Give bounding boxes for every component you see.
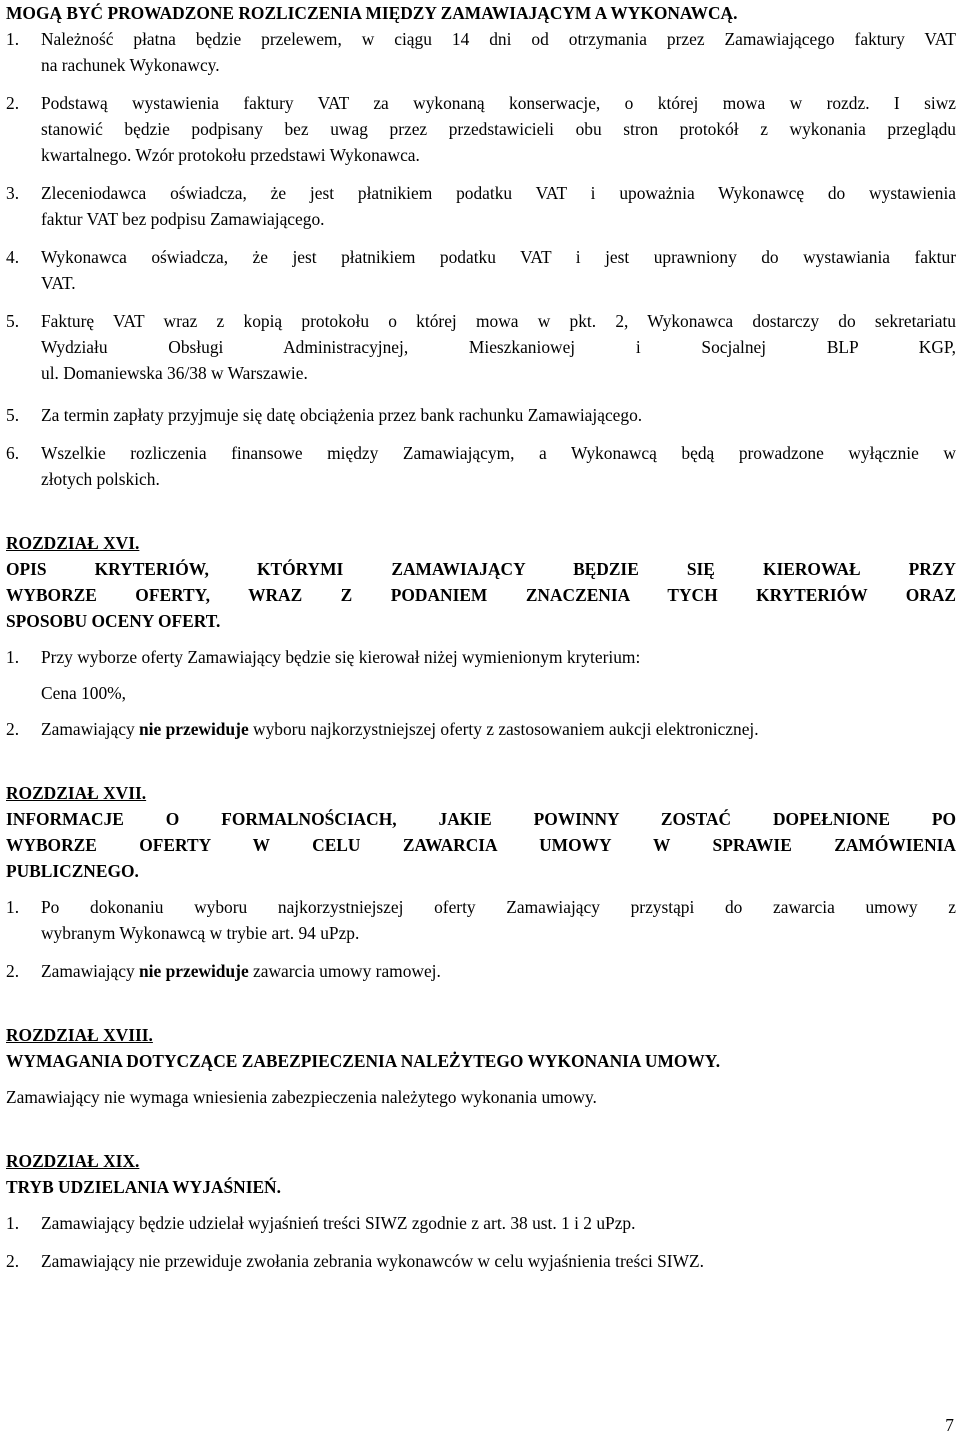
settlements-list xyxy=(6,26,956,492)
section-xix xyxy=(6,1148,956,1274)
list-item: 2. Podstawą wystawienia faktury VAT za wykonaną konserwacje, o której mowa w rozdz. I siwz stanowić będzie podpisany bez uwag przez przedstawicieli obu stron protokół z wykonania przeglądu kwartalnego. Wzór protokołu przedstawi Wykonawca. xyxy=(6,93,956,165)
list-item: 6. Wszelkie rozliczenia finansowe między Zamawiającym, a Wykonawcą będą prowadzone wyłącznie w złotych polskich. xyxy=(6,443,956,489)
list-item: 5. Za termin zapłaty przyjmuje się datę obciążenia przez bank rachunku Zamawiającego. xyxy=(6,405,643,425)
section-title: INFORMACJE O FORMALNOŚCIACH, JAKIE POWINNY ZOSTAĆ DOPEŁNIONE PO xyxy=(6,809,956,829)
section-label: ROZDZIAŁ XIX. xyxy=(6,1151,140,1171)
paragraph: Zamawiający nie wymaga wniesienia zabezpieczenia należytego wykonania umowy. xyxy=(6,1087,597,1107)
list-item: 2. Zamawiający nie przewiduje zwołania zebrania wykonawców w celu wyjaśnienia treści SIWZ. xyxy=(6,1251,704,1271)
list-item: 5. Fakturę VAT wraz z kopią protokołu o której mowa w pkt. 2, Wykonawca dostarczy do sekretariatu Wydziału Obsługi Administracyjnej, Mieszkaniowej i Socjalnej BLP KGP, ul. Domaniewska 36/38 w Warszawie. xyxy=(6,311,956,383)
list-item: 1. Należność płatna będzie przelewem, w ciągu 14 dni od otrzymania przez Zamawiającego faktury VAT na rachunek Wykonawcy. xyxy=(6,29,956,75)
section-label: ROZDZIAŁ XVIII. xyxy=(6,1025,153,1045)
list-item: 3. Zleceniodawca oświadcza, że jest płatnikiem podatku VAT i upoważnia Wykonawcę do wystawienia faktur VAT bez podpisu Zamawiającego. xyxy=(6,183,956,229)
list-item: 2. Zamawiający nie przewiduje wyboru najkorzystniejszej oferty z zastosowaniem aukcji elektronicznej. xyxy=(6,719,759,739)
section-title: WYMAGANIA DOTYCZĄCE ZABEZPIECZENIA NALEŻYTEGO WYKONANIA UMOWY. xyxy=(6,1051,721,1071)
top-heading: MOGĄ BYĆ PROWADZONE ROZLICZENIA MIĘDZY ZAMAWIAJĄCYM A WYKONAWCĄ. xyxy=(6,3,738,23)
section-title: OPIS KRYTERIÓW, KTÓRYMI ZAMAWIAJĄCY BĘDZIE SIĘ KIEROWAŁ PRZY xyxy=(6,559,956,579)
section-title: TRYB UDZIELANIA WYJAŚNIEŃ. xyxy=(6,1177,281,1197)
section-xviii xyxy=(6,1022,956,1110)
criterion: Cena 100%, xyxy=(41,683,127,703)
document-page xyxy=(6,0,956,1274)
list-item: 1. Zamawiający będzie udzielał wyjaśnień treści SIWZ zgodnie z art. 38 ust. 1 i 2 uPzp. xyxy=(6,1213,636,1233)
section-label: ROZDZIAŁ XVI. xyxy=(6,533,140,553)
list-item: 1. Przy wyborze oferty Zamawiający będzie się kierował niżej wymienionym kryterium: Cena 100%, xyxy=(6,644,956,706)
list-item: 2. Zamawiający nie przewiduje zawarcia umowy ramowej. xyxy=(6,961,441,981)
list-item: 1. Po dokonaniu wyboru najkorzystniejszej oferty Zamawiający przystąpi do zawarcia umowy z wybranym Wykonawcą w trybie art. 94 uPzp. xyxy=(6,897,956,943)
page-number: 7 xyxy=(945,1415,954,1435)
list-item: 4. Wykonawca oświadcza, że jest płatnikiem podatku VAT i jest uprawniony do wystawiania faktur VAT. xyxy=(6,247,956,293)
section-label: ROZDZIAŁ XVII. xyxy=(6,783,147,803)
section-xvii: ROZDZIAŁ XVII. INFORMACJE O FORMALNOŚCIACH, JAKIE POWINNY ZOSTAĆ DOPEŁNIONE PO WYBORZE OFERTY W CELU ZAWARCIA UMOWY W SPRAWIE ZAMÓWIENIA PUBLICZNEGO. 1. Po dokonaniu wyboru najkorzystniejszej oferty Zamawiający przystąpi do zawarcia umowy z wybranym Wykonawcą w trybie art. 94 uPzp. 2. Zamawiający nie przewiduje zawarcia umowy ramowej. xyxy=(6,780,956,984)
section-xvi: ROZDZIAŁ XVI. OPIS KRYTERIÓW, KTÓRYMI ZAMAWIAJĄCY BĘDZIE SIĘ KIEROWAŁ PRZY WYBORZE OFERTY, WRAZ Z PODANIEM ZNACZENIA TYCH KRYTERIÓW ORAZ SPOSOBU OCENY OFERT. 1. Przy wyborze oferty Zamawiający będzie się kierował niżej wymienionym kryterium: Cena 100%, 2. Zamawiający nie przewiduje wyboru najkorzystniejszej oferty z zastosowaniem aukcji elektronicznej. xyxy=(6,530,956,742)
